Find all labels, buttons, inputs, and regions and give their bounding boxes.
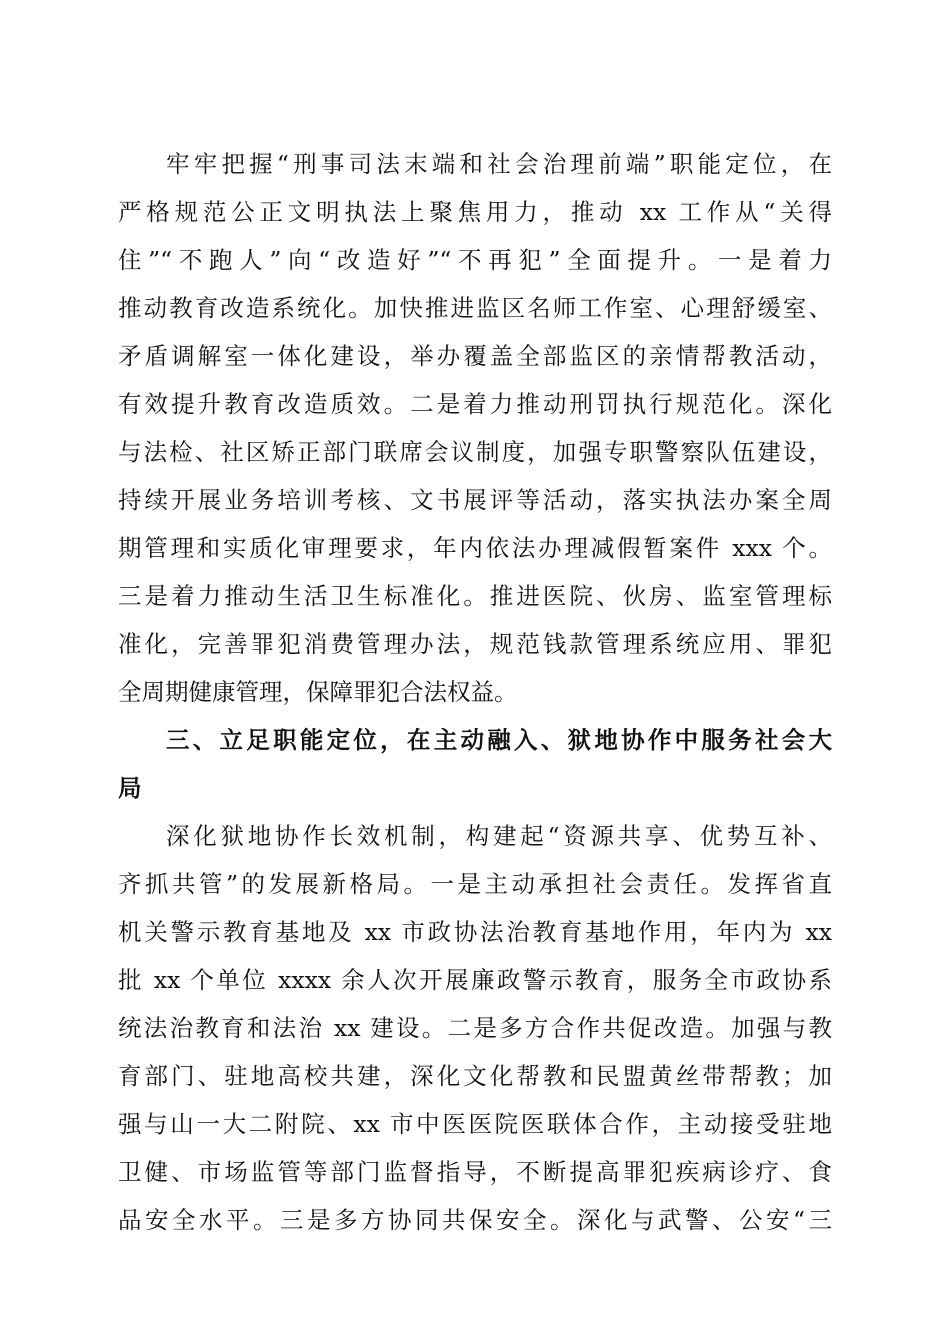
document-body [118, 140, 832, 1244]
heading-line: 局 [118, 774, 142, 802]
paragraph-line: 有效提升教育改造质效。二是着力推动刑罚执行规范化。深化 [118, 390, 832, 418]
paragraph-line: 卫健、市场监管等部门监督指导，不断提高罪犯疾病诊疗、食 [118, 1158, 832, 1186]
paragraph-line: 育部门、驻地高校共建，深化文化帮教和民盟黄丝带帮教；加 [118, 1062, 832, 1090]
paragraph-line: 准化，完善罪犯消费管理办法，规范钱款管理系统应用、罪犯 [118, 630, 832, 658]
paragraph-line: 期管理和实质化审理要求，年内依法办理减假暂案件 xxx 个。 [118, 534, 832, 562]
paragraph-law-enforcement [118, 140, 832, 716]
paragraph-line: 批 xx 个单位 xxxx 余人次开展廉政警示教育，服务全市政协系 [118, 966, 832, 994]
paragraph-line: 住”“不跑人”向“改造好”“不再犯”全面提升。一是着力 [118, 246, 832, 274]
paragraph-line: 深化狱地协作长效机制，构建起“资源共享、优势互补、 [166, 822, 832, 850]
paragraph-line: 矛盾调解室一体化建设，举办覆盖全部监区的亲情帮教活动， [118, 342, 832, 370]
paragraph-line: 持续开展业务培训考核、文书展评等活动，落实执法办案全周 [118, 486, 832, 514]
paragraph-line: 严格规范公正文明执法上聚焦用力，推动 xx 工作从“关得 [118, 198, 832, 226]
paragraph-line: 与法检、社区矫正部门联席会议制度，加强专职警察队伍建设， [118, 438, 832, 466]
paragraph-line: 推动教育改造系统化。加快推进监区名师工作室、心理舒缓室、 [118, 294, 832, 322]
paragraph-line: 全周期健康管理，保障罪犯合法权益。 [118, 678, 518, 706]
heading-line: 三、立足职能定位，在主动融入、狱地协作中服务社会大 [166, 726, 832, 754]
paragraph-line: 品安全水平。三是多方协同共保安全。深化与武警、公安“三 [118, 1206, 832, 1234]
paragraph-line: 牢牢把握“刑事司法末端和社会治理前端”职能定位，在 [166, 150, 832, 178]
paragraph-line: 强与山一大二附院、xx 市中医医院医联体合作，主动接受驻地 [118, 1110, 832, 1138]
paragraph-line: 齐抓共管”的发展新格局。一是主动承担社会责任。发挥省直 [118, 870, 832, 898]
paragraph-line: 机关警示教育基地及 xx 市政协法治教育基地作用，年内为 xx [118, 918, 832, 946]
section-heading [118, 716, 832, 812]
paragraph-line: 三是着力推动生活卫生标准化。推进医院、伙房、监室管理标 [118, 582, 832, 610]
paragraph-cooperation [118, 812, 832, 1244]
paragraph-line: 统法治教育和法治 xx 建设。二是多方合作共促改造。加强与教 [118, 1014, 832, 1042]
